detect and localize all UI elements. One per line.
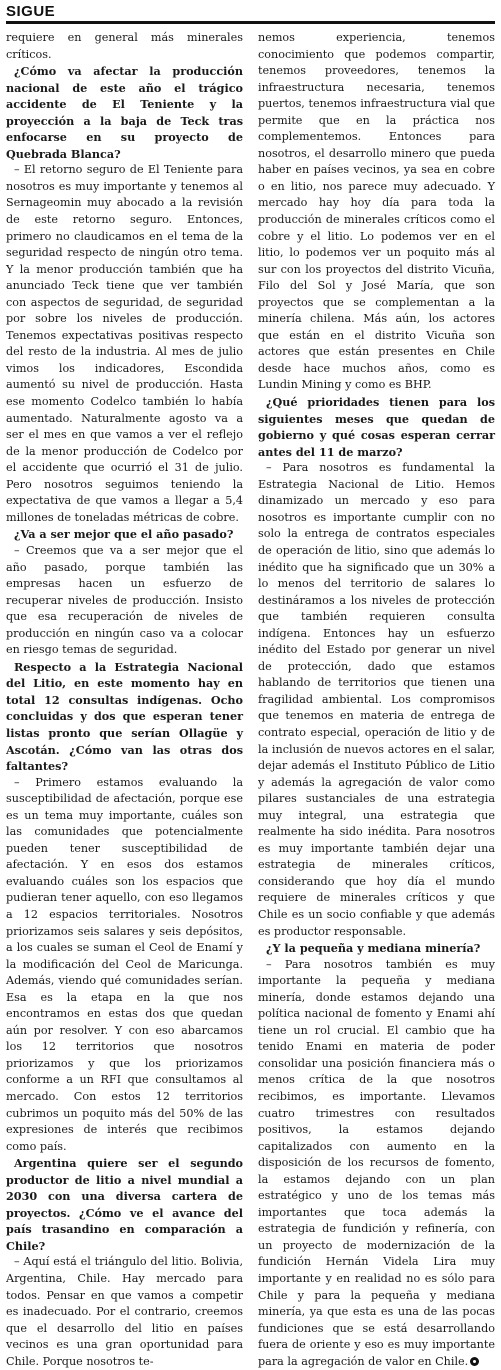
answer-paragraph: – Primero estamos evaluando la susceptibilidad de afectación, porque ese es un tema muy importante, cuáles son las comunidades que potencialmente pueden tener susceptibilidad de afectación. Y en esos dos estamos evaluando cuáles son los espacios que pudieran tener aquello, con eso llegamos a 12 espacios territoriales. Nosotros priorizamos seis salares y seis depósitos, a los cuales se suman el Ceol de Enamí y la modificación del Ceol de Maricunga. Además, viendo qué comunidades serían. Esa es la etapa en la que nos encontramos en estas dos que quedan aún por resolver. Y con eso abarcamos los 12 territorios que nosotros priorizamos y que los priorizamos conforme a un RFI que consultamos al mercado. Con estos 12 territorios cubrimos un poquito más del 50% de las expresiones de interés que recibimos como país.: [6, 775, 243, 1153]
answer-paragraph: requiere en general más minerales críticos.: [6, 31, 243, 61]
section-header: [6, 0, 495, 24]
question-paragraph: ¿Va a ser mejor que el año pasado?: [14, 527, 234, 542]
article-column-right: [258, 30, 495, 1370]
answer-paragraph: – El retorno seguro de El Teniente para nosotros es muy importante y tenemos al Sernageomin muy abocado a la revisión de este retorno seguro. Entonces, primero no claudicamos en el tema de la seguridad respecto de ningún otro tema. Y la menor producción también que ha anunciado Teck tiene que ver también con aspectos de seguridad, de seguridad por sobre los niveles de producción. Tenemos expectativas positivas respecto del resto de la industria. Al mes de julio vimos los indicadores, Escondida aumentó su nivel de producción. Hasta ese momento Codelco también lo había aumentado. Naturalmente agosto va a ser el mes en que vamos a ver el reflejo de la menor producción de Codelco por el accidente que ocurrió el 31 de julio. Pero nosotros seguimos teniendo la expectativa de que vamos a llegar a 5,4 millones de toneladas métricas de cobre.: [6, 163, 243, 524]
question-paragraph: ¿Qué prioridades tienen para los siguientes meses que quedan de gobierno y qué cosas esperan cerrar antes del 11 de marzo?: [258, 395, 495, 459]
section-title: SIGUE: [6, 3, 56, 20]
header-rule: [6, 21, 495, 24]
answer-paragraph: – Aquí está el triángulo del litio. Bolivia, Argentina, Chile. Hay mercado para todos. Pensar en que vamos a competir es inadecuado. Por el contrario, creemos que el desarrollo del litio en países vecinos es una gran oportunidad para Chile. Porque nosotros te-: [6, 1255, 243, 1368]
answer-text: – Para nosotros también es muy importante la pequeña y mediana minería, donde estamos dejando una política nacional de fomento y Enami ahí tiene un rol crucial. El cambio que ha tenido Enami en materia de poder consolidar una posición financiera más o menos crítica de la que nosotros recibimos, es importante. Llevamos cuatro trimestres con resultados positivos, la estamos dejando capitalizados con aumento en la disposición de los recursos de fomento, la estamos dejando con un plan estratégico y uno de los temas más importantes que toca además la estrategia de fundición y refinería, con un proyecto de modernización de la fundición Hernán Videla Lira muy importante y en realidad no es sólo para Chile y para la pequeña y mediana minería, ya que esta es una de las pocas fundiciones que se está desarrollando fuera de oriente y eso es muy importante para la agregación de valor en Chile.: [258, 957, 495, 1368]
answer-paragraph: – Para nosotros es fundamental la Estrategia Nacional de Litio. Hemos dinamizado un mercado y eso para nosotros es importante cumplir con no solo la entrega de contratos especiales de operación de litio, sino que además lo inédito que ha significado que un 30% a lo menos del territorio de salares lo destináramos a los niveles de protección que también requieren consulta indígena. Entonces hay un esfuerzo inédito del Estado por generar un nivel de protección, dado que estamos hablando de territorios que tienen una fragilidad ambiental. Los compromisos que tenemos en materia de entrega de contrato especial, operación de litio y de la inclusión de nuevos actores en el salar, dejar además el Instituto Público de Litio y además la agregación de valor como pilares sustanciales de una estrategia muy integral, una estrategia que realmente ha sido inédita. Para nosotros es muy importante también dejar una estrategia de minerales críticos, considerando que hoy día el mundo requiere de minerales críticos y que Chile es un socio confiable y que además es productor responsable.: [258, 461, 495, 938]
question-paragraph: Argentina quiere ser el segundo productor de litio a nivel mundial a 2030 con una diversa cartera de proyectos. ¿Cómo ve el avance del país trasandino en comparación a Chile?: [6, 1156, 243, 1253]
answer-paragraph: [258, 957, 495, 1370]
question-paragraph: Respecto a la Estrategia Nacional del Litio, en este momento hay en total 12 consultas indígenas. Ocho concluidas y dos que esperan tener listas pronto que serían Ollagüe y Ascotán. ¿Cómo van las otras dos faltantes?: [6, 659, 243, 774]
answer-paragraph: – Creemos que va a ser mejor que el año pasado, porque también las empresas hacen un esfuerzo de recuperar niveles de producción. Insisto que esa recuperación de niveles de producción en ningún caso va a colocar en riesgo temas de seguridad.: [6, 543, 243, 657]
question-paragraph: ¿Y la pequeña y mediana minería?: [266, 941, 481, 956]
question-paragraph: ¿Cómo va afectar la producción nacional de este año el trágico accidente de El Teniente y la proyección a la baja de Teck tras enfocarse en su proyecto de Quebrada Blanca?: [6, 64, 243, 161]
article-column-left: [6, 30, 243, 1370]
end-of-article-icon: [470, 1357, 479, 1366]
answer-paragraph: nemos experiencia, tenemos conocimiento que podemos compartir, tenemos proveedores, tenemos la infraestructura necesaria, tenemos puertos, tenemos infraestructura vial que permite que en la práctica nos complementemos. Entonces para nosotros, el desarrollo minero que pueda haber en países vecinos, ya sea en cobre o en litio, nos parece muy adecuado. Y mercado hay hoy día para toda la producción de minerales críticos como el cobre y el litio. Lo podemos ver en el litio, lo podemos ver un poquito más al sur con los proyectos del distrito Vicuña, Filo del Sol y José María, que son proyectos que se complementan a la minería chilena. Más aún, los actores que están en el distrito Vicuña son actores que están presentes en Chile desde hace muchos años, como es Lundin Mining y como es BHP.: [258, 31, 495, 392]
